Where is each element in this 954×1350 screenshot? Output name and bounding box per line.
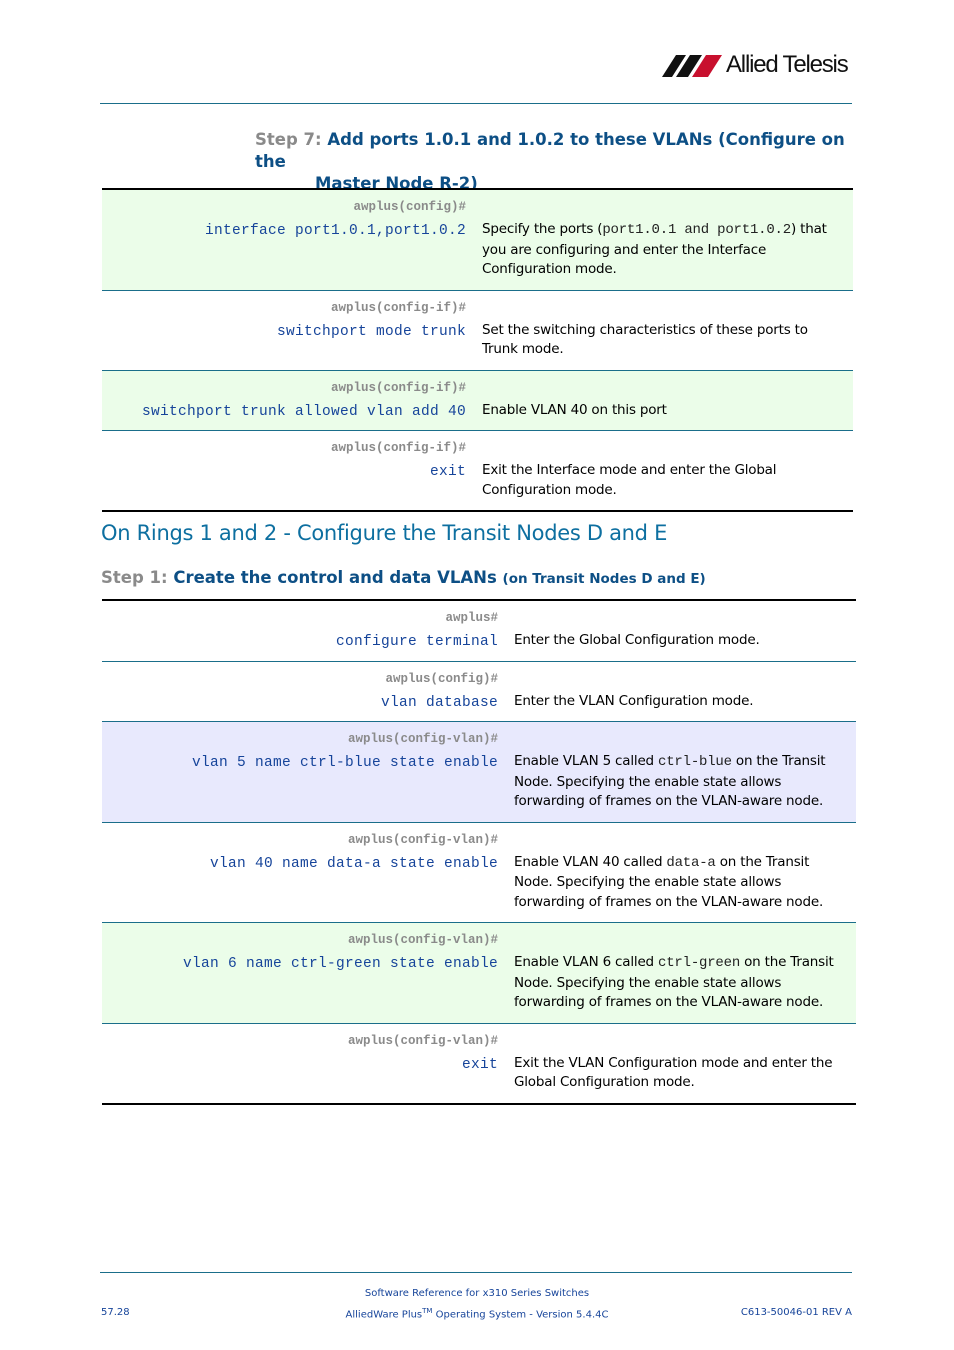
command-prompt: awplus(config-vlan)# [347, 933, 498, 947]
command-text: vlan 40 name data-a state enable [209, 855, 498, 872]
command-text: vlan database [380, 694, 498, 711]
table-row [102, 600, 856, 661]
step7-title-line1: Add ports 1.0.1 and 1.0.2 to these VLANs (Configure on the [255, 130, 845, 171]
inline-code: ctrl-green [658, 955, 741, 971]
command-description: Exit the VLAN Configuration mode and enter the Global Configuration mode. [514, 1054, 833, 1090]
table-row [102, 290, 853, 370]
command-description: Enter the Global Configuration mode. [514, 632, 760, 648]
footer-product: AlliedWare Plus™ Operating System - Version 5.4.4C [345, 1307, 609, 1321]
command-prompt: awplus# [445, 611, 498, 625]
command-description: Enable VLAN 40 called data-a on the Transit Node. Specifying the enable state allows forwarding of frames on the VLAN-aware node. [514, 853, 824, 910]
command-prompt: awplus(config-vlan)# [347, 732, 498, 746]
step1-subtitle: (on Transit Nodes D and E) [502, 571, 706, 587]
command-prompt: awplus(config-vlan)# [347, 1033, 498, 1048]
footer-title: Software Reference for x310 Series Switches [364, 1288, 590, 1299]
command-description: Enter the VLAN Configuration mode. [514, 692, 754, 709]
logo-mark-icon [662, 55, 724, 77]
command-description: Exit the Interface mode and enter the Global Configuration mode. [482, 462, 777, 498]
command-description: Enable VLAN 5 called ctrl-blue on the Transit Node. Specifying the enable state allows forwarding of frames on the VLAN-aware node. [514, 753, 826, 809]
command-text: switchport mode trunk [276, 323, 466, 340]
command-prompt: awplus(config-vlan)# [347, 832, 498, 847]
table-row [102, 189, 853, 290]
step7-title-line2: Master Node R-2) [315, 174, 478, 193]
step1-heading [101, 567, 861, 590]
table-row [102, 661, 856, 722]
table-row [102, 722, 856, 823]
command-description: Specify the ports (port1.0.1 and port1.0.2) that you are configuring and enter the Interface Configuration mode. [482, 221, 827, 277]
step1-title: Create the control and data VLANs [173, 568, 497, 587]
command-prompt: awplus(config-if)# [330, 441, 466, 455]
command-description: Enable VLAN 6 called ctrl-green on the Transit Node. Specifying the enable state allows forwarding of frames on the VLAN-aware node. [514, 954, 834, 1010]
command-description: Set the switching characteristics of these ports to Trunk mode. [482, 321, 808, 357]
command-text: exit [461, 1056, 498, 1073]
command-prompt: awplus(config-if)# [330, 300, 466, 315]
table-row [102, 1023, 856, 1104]
step1-command-table [102, 599, 856, 1105]
inline-code: data-a [666, 854, 716, 871]
command-prompt: awplus(config-if)# [330, 380, 466, 395]
command-text: exit [429, 464, 466, 480]
table-row [102, 431, 853, 512]
step7-heading [255, 129, 855, 195]
command-text: interface port1.0.1,port1.0.2 [204, 223, 466, 239]
page-number: 57.28 [101, 1307, 130, 1318]
command-prompt: awplus(config)# [385, 671, 498, 686]
table-row [102, 370, 853, 431]
command-text: switchport trunk allowed vlan add 40 [141, 403, 466, 420]
section-title: On Rings 1 and 2 - Configure the Transit Nodes D and E [101, 521, 668, 545]
header-rule [100, 103, 852, 104]
command-text: vlan 6 name ctrl-green state enable [182, 956, 498, 972]
table-row [102, 822, 856, 923]
table-row [102, 923, 856, 1024]
document-id: C613-50046-01 REV A [740, 1307, 852, 1318]
step7-command-table [102, 188, 853, 512]
inline-code: ctrl-blue [658, 754, 732, 770]
step7-label: Step 7: [255, 130, 322, 149]
command-text: vlan 5 name ctrl-blue state enable [191, 755, 498, 771]
logo-text: Allied Telesis [726, 51, 848, 78]
command-description: Enable VLAN 40 on this port [482, 401, 667, 418]
command-text: configure terminal [335, 634, 498, 650]
step1-label: Step 1: [101, 568, 168, 587]
footer-rule [100, 1272, 852, 1273]
allied-telesis-logo [662, 50, 854, 80]
command-prompt: awplus(config)# [353, 200, 466, 214]
inline-code: port1.0.1 and port1.0.2 [602, 222, 791, 238]
